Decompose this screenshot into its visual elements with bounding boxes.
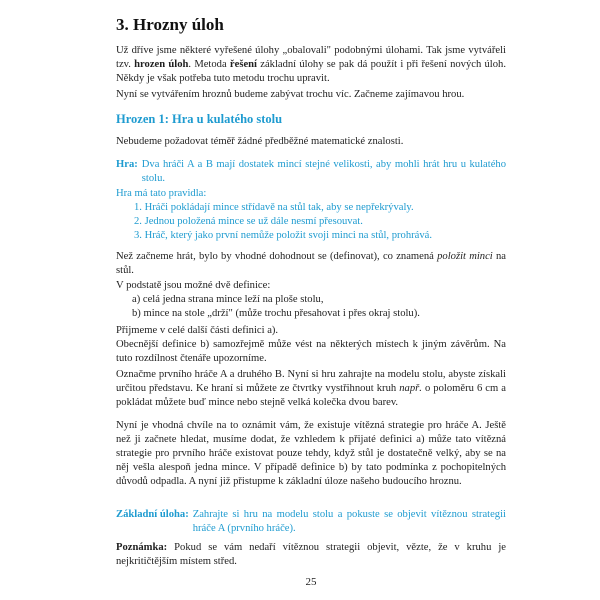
game-text: Dva hráči A a B mají dostatek mincí stejné velikosti, aby mohli hrát hru u kulatého stolu.: [141, 159, 506, 184]
base-task-text: Zahrajte si hru na modelu stolu a pokuste se objevit vítěznou strategii hráče A (prvního hráče).: [192, 509, 506, 534]
game-label: Hra:: [116, 159, 138, 170]
page-number: 25: [305, 576, 317, 588]
base-task-label: Základní úloha:: [116, 509, 189, 520]
definition-intro: Než začneme hrát, bylo by vhodné dohodnout se (definovat), co znamená položit minci na stůl.: [116, 251, 507, 276]
note-label: Poznámka:: [116, 542, 168, 553]
strategy-paragraph: Nyní je vhodná chvíle na to oznámit vám, že existuje vítězná strategie pro hráče A. Ještě než ji začnete hledat, musíme dodat, že vzhledem k přijaté definici a) může tato vítězná strategie pro prvního hráče existovat pouze tehdy, když stůl je dostatečně velký, aby se na něj vešla alespoň jedna mince. V případě definice b) by tato podmínka z pochopitelných důvodů odpadla. A nyní již přistupme k základní úloze našeho budoucího hroznu.: [116, 420, 506, 487]
base-task: [116, 508, 506, 536]
definitions-block: [116, 279, 506, 321]
rules-heading: Hra má tato pravidla:: [116, 188, 207, 199]
intro-paragraph-2: Nyní se vytvářením hroznů budeme zabývat trochu víc. Začneme zajímavou hrou.: [116, 89, 465, 100]
section-lead: Nebudeme požadovat téměř žádné předběžné matematické znalosti.: [116, 136, 404, 147]
note-text: Pokud se vám nedaří vítěznou strategii objevit, vězte, že v kruhu je nejkritičtějším místem střed.: [116, 542, 506, 567]
chapter-title: 3. Hrozny úloh: [116, 15, 224, 34]
marking-paragraph: Označme prvního hráče A a druhého B. Nyní si hru zahrajte na modelu stolu, abyste získali určitou představu. Ke hraní si můžete ze čtvrtky vystřihnout kruh např. o poloměru 6 cm a pokládat můžete buď mince nebo stejně velká kolečka dvou barev.: [116, 369, 506, 408]
accept-line: Přijmeme v celé další části definici a).: [116, 325, 279, 336]
definition-item: b) mince na stole „drží" (může trochu přesahovat i přes okraj stolu).: [132, 308, 420, 319]
game-description: [116, 158, 506, 186]
note-paragraph: [116, 541, 506, 569]
definition-item: a) celá jedna strana mince leží na ploše stolu,: [132, 294, 324, 305]
accept-block: [116, 324, 506, 366]
rule-item: 1. Hráči pokládají mince střídavě na stůl tak, aby se nepřekrývaly.: [134, 202, 414, 213]
accept-line-2: Obecnější definice b) samozřejmě může vést na některých místech k jiným závěrům. Na tuto rozdílnost čtenáře upozorníme.: [116, 339, 506, 364]
definitions-heading: V podstatě jsou možné dvě definice:: [116, 280, 271, 291]
rule-item: 3. Hráč, který jako první nemůže položit svoji minci na stůl, prohrává.: [134, 230, 433, 241]
rules-block: [116, 187, 506, 243]
rule-item: 2. Jednou položená mince se už dále nesmí přesouvat.: [134, 216, 363, 227]
section-heading: Hrozen 1: Hra u kulatého stolu: [116, 112, 283, 126]
intro-paragraph: Už dříve jsme některé vyřešené úlohy „obalovali" podobnými úlohami. Tak jsme vytvářeli tzv. hrozen úloh. Metoda řešení základní úlohy se pak dá použít i při řešení nových úloh. Někdy je však potřeba tuto metodu trochu upravit.: [116, 45, 506, 84]
